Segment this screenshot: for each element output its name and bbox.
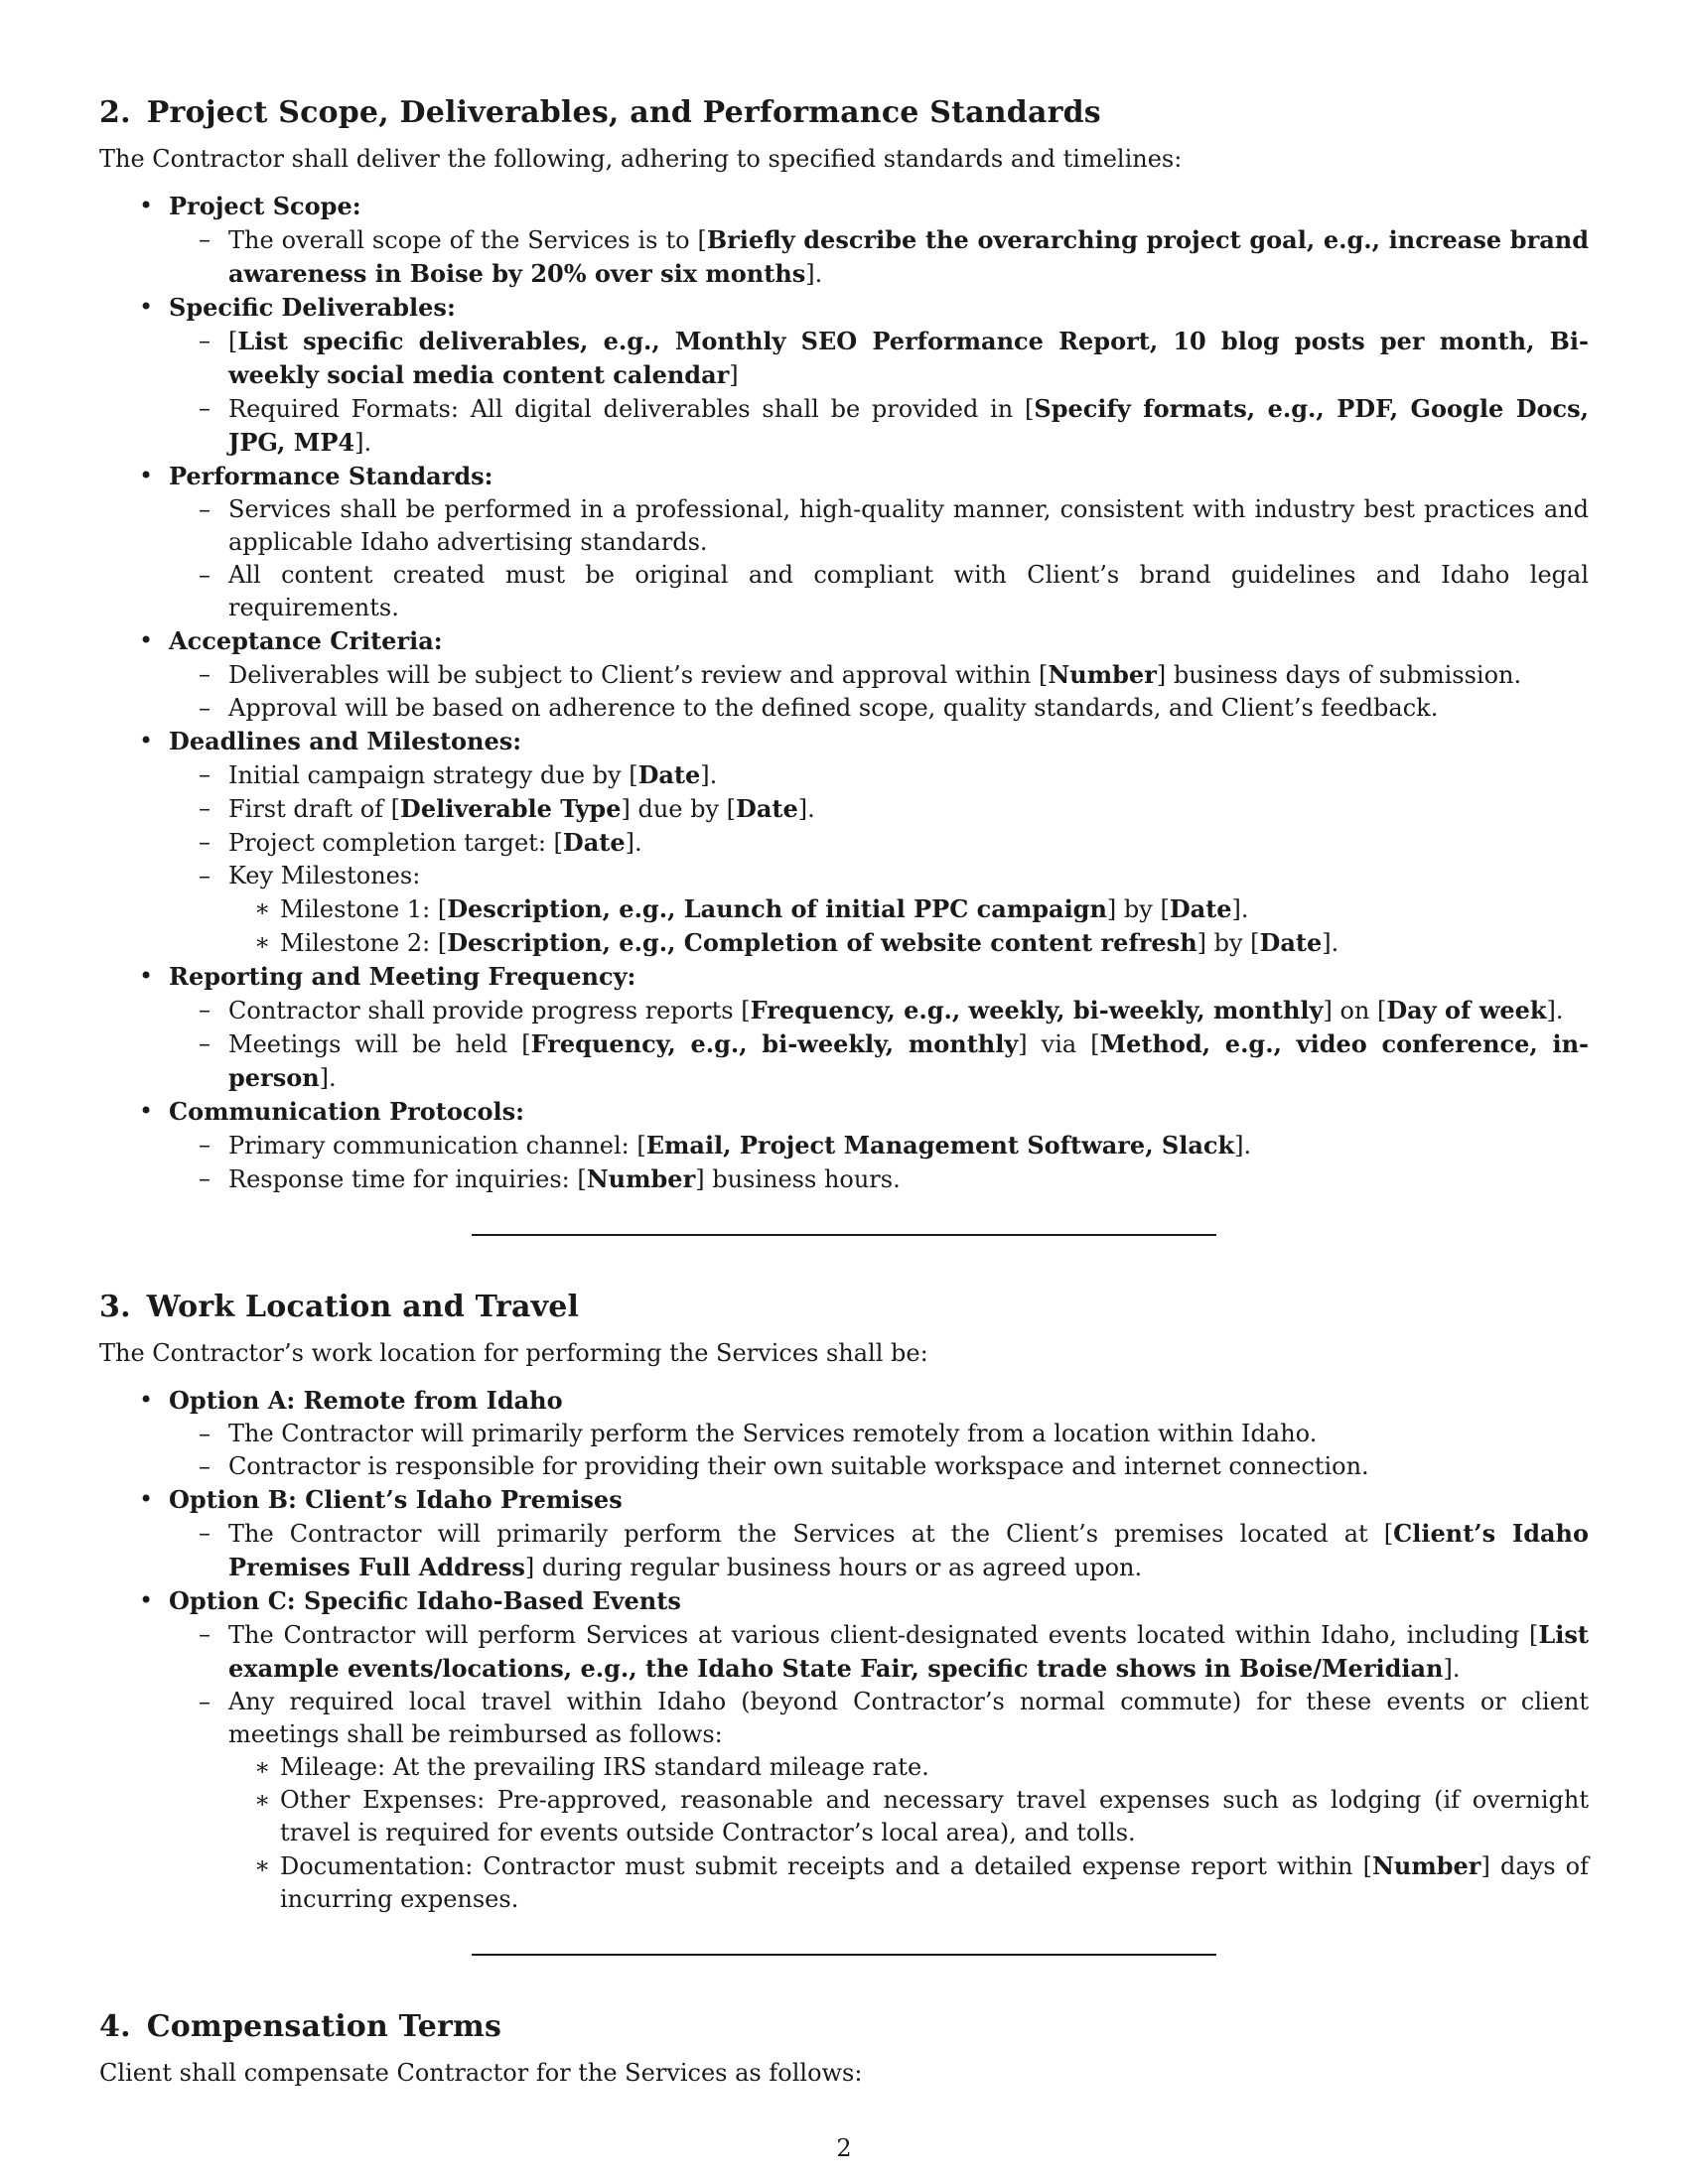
bullet-icon: • bbox=[139, 462, 154, 489]
sub-sub-list bbox=[228, 892, 1589, 960]
asterisk-icon: ∗ bbox=[254, 928, 271, 956]
text-run: Key Milestones: bbox=[228, 862, 421, 889]
document-page bbox=[99, 91, 1589, 2104]
item-heading: Option C: Specific Idaho-Based Events bbox=[169, 1586, 681, 1615]
bold-placeholder: Briefly describe the overarching project goal, e.g., increase brand awareness in Boise by 20% over six months bbox=[228, 225, 1589, 288]
bold-placeholder: Deliverable Type bbox=[400, 794, 622, 823]
bold-placeholder: Date bbox=[562, 828, 626, 857]
sub-item bbox=[169, 994, 1589, 1027]
bullet-list bbox=[99, 1384, 1589, 1916]
bullet-icon: • bbox=[139, 1386, 154, 1414]
dash-icon: – bbox=[199, 225, 211, 253]
text-run: [ bbox=[228, 328, 238, 355]
item-heading: Communication Protocols: bbox=[169, 1097, 524, 1126]
text-run: Approval will be based on adherence to the defined scope, quality standards, and Client’s feedback. bbox=[228, 694, 1439, 722]
list-item bbox=[99, 960, 1589, 1095]
sub-list bbox=[169, 658, 1589, 725]
dash-icon: – bbox=[199, 1420, 211, 1447]
list-item bbox=[99, 624, 1589, 725]
list-item bbox=[99, 460, 1589, 624]
section-number: 2. bbox=[99, 95, 131, 130]
bullet-icon: • bbox=[139, 626, 154, 654]
sub-item bbox=[169, 692, 1589, 725]
text-run: ]. bbox=[797, 795, 815, 823]
text-run: Initial campaign strategy due by [ bbox=[228, 761, 638, 789]
dash-icon: – bbox=[199, 495, 211, 523]
sub-item bbox=[169, 658, 1589, 692]
bold-placeholder: Number bbox=[1371, 1851, 1481, 1880]
text-run: ]. bbox=[805, 260, 823, 288]
section-number: 3. bbox=[99, 1290, 131, 1324]
text-run: The Contractor will perform Services at various client-designated events located within Idaho, including [ bbox=[228, 1621, 1539, 1649]
item-heading: Deadlines and Milestones: bbox=[169, 727, 522, 755]
section-title: Compensation Terms bbox=[146, 2009, 502, 2044]
text-run: Deliverables will be subject to Client’s review and approval within [ bbox=[228, 661, 1049, 689]
dash-icon: – bbox=[199, 1164, 211, 1192]
section-spacer bbox=[99, 1236, 1589, 1286]
list-item bbox=[99, 1483, 1589, 1584]
dash-icon: – bbox=[199, 996, 211, 1024]
bold-placeholder: Day of week bbox=[1386, 996, 1547, 1024]
text-run: Documentation: Contractor must submit receipts and a detailed expense report within [ bbox=[280, 1852, 1372, 1880]
bold-placeholder: Email, Project Management Software, Slack bbox=[645, 1131, 1235, 1160]
text-run: ]. bbox=[1443, 1655, 1461, 1683]
sub-item bbox=[169, 1618, 1589, 1686]
item-heading: Project Scope: bbox=[169, 192, 361, 220]
bold-placeholder: Client’s Idaho Premises Full Address bbox=[228, 1519, 1589, 1581]
sub-item bbox=[169, 325, 1589, 392]
bold-placeholder: List specific deliverables, e.g., Monthly SEO Performance Report, 10 blog posts per month, Bi-weekly social media content calendar bbox=[228, 327, 1589, 389]
asterisk-icon: ∗ bbox=[254, 1786, 271, 1814]
text-run: ]. bbox=[1234, 1132, 1252, 1160]
sub-item bbox=[169, 1027, 1589, 1095]
sub-item bbox=[169, 392, 1589, 460]
dash-icon: – bbox=[199, 561, 211, 589]
document-body bbox=[99, 91, 1589, 2090]
dash-icon: – bbox=[199, 1029, 211, 1057]
text-run: ]. bbox=[319, 1064, 337, 1092]
section-intro: Client shall compensate Contractor for the Services as follows: bbox=[99, 2059, 863, 2087]
sub-list bbox=[169, 493, 1589, 624]
dash-icon: – bbox=[199, 1688, 211, 1715]
dash-icon: – bbox=[199, 694, 211, 722]
text-run: ] due by [ bbox=[621, 795, 737, 823]
sub-list bbox=[169, 758, 1589, 960]
text-run: Other Expenses: Pre-approved, reasonable and necessary travel expenses such as lodging (if overnight travel is required for events outside Contractor’s local area), and tolls. bbox=[280, 1786, 1589, 1846]
text-run: ] during regular business hours or as agreed upon. bbox=[524, 1554, 1143, 1581]
bold-placeholder: Description, e.g., Completion of website content refresh bbox=[447, 928, 1197, 957]
sub-sub-item bbox=[228, 1751, 1589, 1784]
text-run: All content created must be original and compliant with Client’s brand guidelines and Idaho legal requirements. bbox=[228, 561, 1589, 621]
sub-item bbox=[169, 826, 1589, 860]
bold-placeholder: Specify formats, e.g., PDF, Google Docs, JPG, MP4 bbox=[228, 394, 1589, 457]
dash-icon: – bbox=[199, 794, 211, 822]
bullet-list bbox=[99, 190, 1589, 1196]
list-item bbox=[99, 1095, 1589, 1196]
text-run: The Contractor will primarily perform the Services remotely from a location within Idaho. bbox=[228, 1420, 1318, 1447]
sub-item bbox=[169, 860, 1589, 960]
text-run: Contractor shall provide progress reports [ bbox=[228, 997, 751, 1024]
text-run: ]. bbox=[625, 829, 642, 857]
section-title: Work Location and Travel bbox=[146, 1290, 580, 1324]
item-heading: Acceptance Criteria: bbox=[169, 626, 443, 655]
sub-item bbox=[169, 223, 1589, 291]
sub-sub-item bbox=[228, 1849, 1589, 1916]
page-number: 2 bbox=[836, 2134, 852, 2162]
dash-icon: – bbox=[199, 862, 211, 889]
bold-placeholder: Date bbox=[1259, 928, 1323, 957]
sub-item bbox=[169, 1450, 1589, 1483]
section-heading bbox=[99, 91, 1589, 135]
sub-item bbox=[169, 758, 1589, 792]
text-run: ] days of incurring expenses. bbox=[280, 1852, 1590, 1913]
item-heading: Option A: Remote from Idaho bbox=[169, 1386, 563, 1415]
section-heading bbox=[99, 2005, 1589, 2049]
text-run: Project completion target: [ bbox=[228, 829, 563, 857]
bullet-icon: • bbox=[139, 727, 154, 754]
sub-item bbox=[169, 559, 1589, 624]
bold-placeholder: Date bbox=[736, 794, 798, 823]
sub-item bbox=[169, 1418, 1589, 1450]
bullet-icon: • bbox=[139, 293, 154, 321]
sub-item bbox=[169, 792, 1589, 826]
sub-item bbox=[169, 493, 1589, 559]
item-heading: Specific Deliverables: bbox=[169, 293, 456, 322]
dash-icon: – bbox=[199, 1620, 211, 1648]
text-run: ]. bbox=[700, 761, 718, 789]
bold-placeholder: Frequency, e.g., weekly, bi-weekly, monthly bbox=[750, 996, 1324, 1024]
dash-icon: – bbox=[199, 394, 211, 422]
dash-icon: – bbox=[199, 660, 211, 688]
text-run: Milestone 1: [ bbox=[280, 895, 448, 923]
asterisk-icon: ∗ bbox=[254, 1753, 271, 1781]
text-run: Meetings will be held [ bbox=[228, 1030, 531, 1058]
bullet-icon: • bbox=[139, 962, 154, 990]
text-run: Milestone 2: [ bbox=[280, 929, 448, 957]
dash-icon: – bbox=[199, 1519, 211, 1547]
sub-item bbox=[169, 1517, 1589, 1584]
text-run: ] business days of submission. bbox=[1156, 661, 1522, 689]
section-spacer bbox=[99, 1956, 1589, 2005]
section-heading bbox=[99, 1286, 1589, 1329]
bullet-icon: • bbox=[139, 1097, 154, 1125]
text-run: ] by [ bbox=[1196, 929, 1260, 957]
text-run: ] business hours. bbox=[695, 1165, 901, 1193]
item-heading: Reporting and Meeting Frequency: bbox=[169, 962, 636, 991]
text-run: ]. bbox=[1322, 929, 1339, 957]
text-run: The overall scope of the Services is to [ bbox=[228, 226, 707, 254]
section-intro: The Contractor’s work location for performing the Services shall be: bbox=[99, 1339, 928, 1367]
bold-placeholder: Method, e.g., video conference, in-person bbox=[228, 1029, 1590, 1092]
text-run: Contractor is responsible for providing their own suitable workspace and internet connection. bbox=[228, 1452, 1369, 1480]
text-run: ] on [ bbox=[1323, 997, 1387, 1024]
sub-sub-item bbox=[228, 892, 1589, 926]
text-run: ] by [ bbox=[1106, 895, 1170, 923]
sub-sub-item bbox=[228, 1784, 1589, 1849]
dash-icon: – bbox=[199, 1131, 211, 1159]
sub-sub-item bbox=[228, 926, 1589, 960]
bold-placeholder: Date bbox=[1169, 894, 1232, 923]
sub-list bbox=[169, 1418, 1589, 1483]
bold-placeholder: Number bbox=[1048, 660, 1157, 689]
text-run: ]. bbox=[354, 429, 372, 457]
sub-list bbox=[169, 1129, 1589, 1196]
sub-item bbox=[169, 1129, 1589, 1162]
dash-icon: – bbox=[199, 828, 211, 856]
text-run: Required Formats: All digital deliverables shall be provided in [ bbox=[228, 395, 1035, 423]
sub-item bbox=[169, 1686, 1589, 1916]
text-run: Mileage: At the prevailing IRS standard mileage rate. bbox=[280, 1753, 929, 1781]
text-run: ] bbox=[729, 361, 739, 389]
asterisk-icon: ∗ bbox=[254, 894, 271, 922]
sub-sub-list bbox=[228, 1751, 1589, 1916]
bold-placeholder: Date bbox=[637, 760, 701, 789]
list-item bbox=[99, 190, 1589, 291]
bold-placeholder: List example events/locations, e.g., the Idaho State Fair, specific trade shows in Boise/Meridian bbox=[228, 1620, 1589, 1683]
bullet-icon: • bbox=[139, 1586, 154, 1614]
text-run: Any required local travel within Idaho (beyond Contractor’s normal commute) for these events or client meetings shall be reimbursed as follows: bbox=[228, 1688, 1589, 1748]
sub-list bbox=[169, 994, 1589, 1095]
item-heading: Option B: Client’s Idaho Premises bbox=[169, 1485, 623, 1514]
dash-icon: – bbox=[199, 1452, 211, 1480]
bold-placeholder: Description, e.g., Launch of initial PPC campaign bbox=[447, 894, 1107, 923]
text-run: The Contractor will primarily perform the Services at the Client’s premises located at [ bbox=[228, 1520, 1394, 1548]
list-item bbox=[99, 1584, 1589, 1916]
bullet-icon: • bbox=[139, 192, 154, 219]
bullet-icon: • bbox=[139, 1485, 154, 1513]
sub-list bbox=[169, 1517, 1589, 1584]
section-title: Project Scope, Deliverables, and Performance Standards bbox=[146, 95, 1101, 130]
list-item bbox=[99, 291, 1589, 460]
text-run: ]. bbox=[1231, 895, 1249, 923]
sub-list bbox=[169, 1618, 1589, 1916]
sub-list bbox=[169, 325, 1589, 460]
text-run: ]. bbox=[1546, 997, 1564, 1024]
section-number: 4. bbox=[99, 2009, 131, 2044]
list-item bbox=[99, 725, 1589, 960]
asterisk-icon: ∗ bbox=[254, 1851, 271, 1879]
item-heading: Performance Standards: bbox=[169, 462, 493, 490]
bold-placeholder: Number bbox=[586, 1164, 696, 1193]
sub-item bbox=[169, 1162, 1589, 1196]
dash-icon: – bbox=[199, 327, 211, 354]
sub-list bbox=[169, 223, 1589, 291]
text-run: First draft of [ bbox=[228, 795, 401, 823]
text-run: ] via [ bbox=[1018, 1030, 1100, 1058]
bold-placeholder: Frequency, e.g., bi-weekly, monthly bbox=[530, 1029, 1019, 1058]
section-intro: The Contractor shall deliver the following, adhering to specified standards and timelines: bbox=[99, 145, 1183, 173]
text-run: Primary communication channel: [ bbox=[228, 1132, 646, 1160]
dash-icon: – bbox=[199, 760, 211, 788]
text-run: Response time for inquiries: [ bbox=[228, 1165, 587, 1193]
list-item bbox=[99, 1384, 1589, 1483]
text-run: Services shall be performed in a professional, high-quality manner, consistent with industry best practices and applicable Idaho advertising standards. bbox=[228, 495, 1589, 556]
